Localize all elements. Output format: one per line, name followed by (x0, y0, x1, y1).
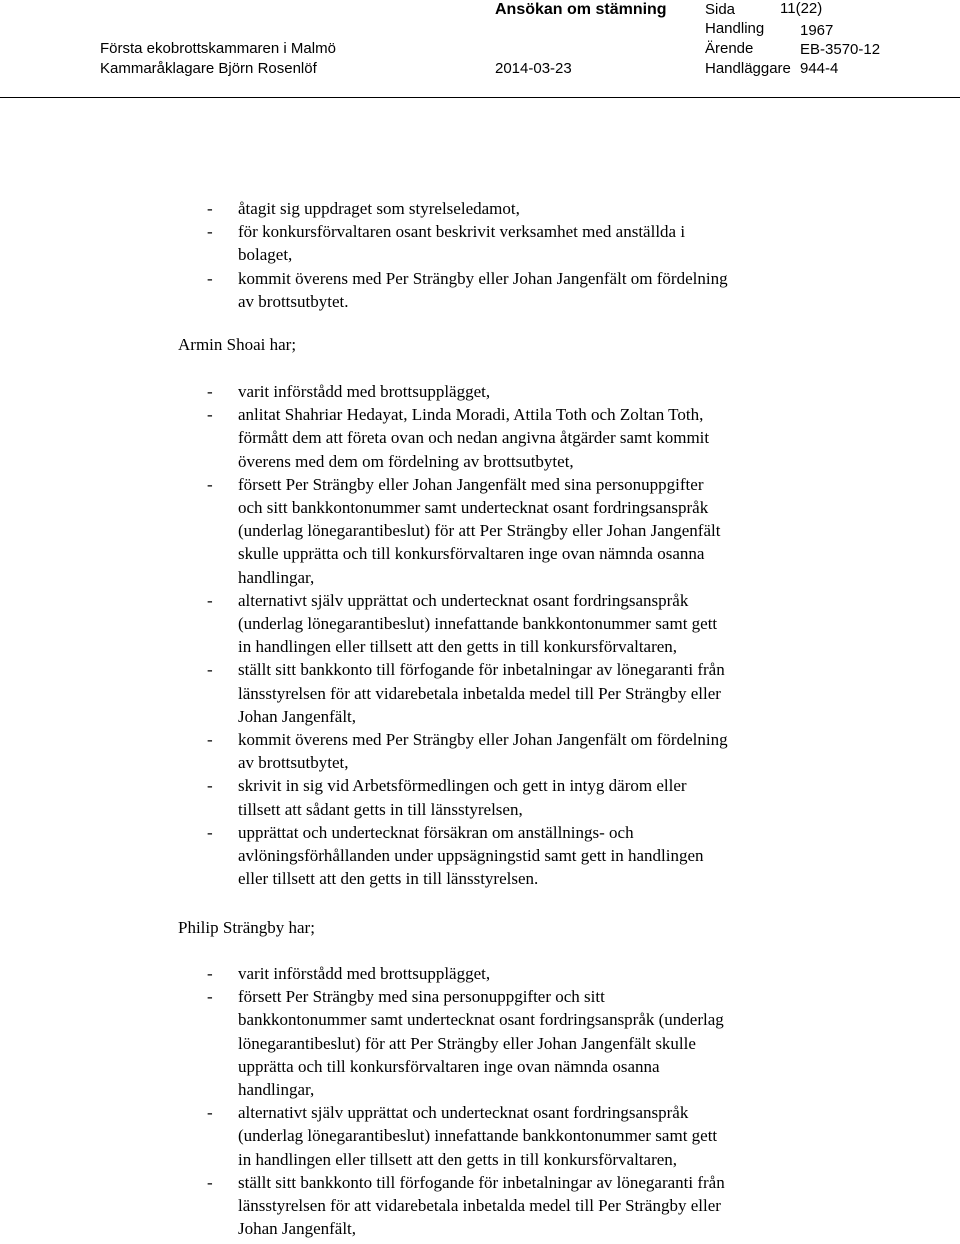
document-date: 2014-03-23 (495, 60, 572, 77)
page-number: 11(22) (780, 0, 823, 17)
list-bullet: - (207, 964, 213, 983)
handling-value: 1967 (800, 22, 834, 39)
list-item-line: eller tillsett att den getts in till länsstyrelsen. (238, 869, 539, 889)
list-item-line: in handlingen eller tillsett att den getts in till konkursförvaltaren, (238, 637, 678, 657)
list-item-line: lönegarantibeslut) för att Per Strängby eller Johan Jangenfält skulle (238, 1033, 696, 1053)
list-item-line: bolaget, (238, 245, 293, 265)
list-bullet: - (207, 730, 213, 749)
list-bullet: - (207, 1172, 213, 1192)
list-item-line: bankkontonummer samt undertecknat osant fordringsanspråk (underlag (238, 1010, 724, 1030)
list-item-line: försett Per Strängby eller Johan Jangenfält med sina personuppgifter (238, 474, 704, 494)
list-bullet: - (207, 474, 213, 494)
handlaggare-label: Handläggare (705, 60, 791, 77)
page-header (0, 0, 960, 98)
list-item-line: av brottsutbytet, (238, 753, 349, 773)
arende-value: EB-3570-12 (800, 41, 881, 58)
list-bullet: - (207, 405, 213, 425)
list-bullet: - (207, 222, 213, 242)
list-item-line: av brottsutbytet. (238, 291, 349, 311)
list-bullet: - (207, 1103, 213, 1123)
list-item-line: alternativt själv upprättat och undertecknat osant fordringsanspråk (238, 1103, 689, 1123)
list-item-line: och sitt bankkontonummer samt undertecknat osant fordringsanspråk (238, 498, 709, 517)
list-item-line: in handlingen eller tillsett att den getts in till konkursförvaltaren, (238, 1149, 678, 1169)
list-bullet: - (207, 382, 213, 401)
list-item-line: skrivit in sig vid Arbetsförmedlingen och gett in intyg därom eller (238, 776, 687, 796)
list-bullet: - (207, 987, 213, 1007)
list-item-line: överens med dem om fördelning av brottsutbytet, (238, 451, 574, 471)
list-item-line: avlöningsförhållanden under uppsägningstid samt gett in handlingen (238, 846, 704, 865)
list-item-line: förmått dem att företa ovan och nedan angivna åtgärder samt kommit (238, 428, 710, 448)
list-item-line: ställt sitt bankkonto till förfogande för inbetalningar av lönegaranti från (238, 660, 725, 680)
list-item-line: anlitat Shahriar Hedayat, Linda Moradi, Attila Toth och Zoltan Toth, (238, 405, 704, 425)
document-title: Ansökan om stämning (495, 1, 667, 18)
list-item-line: för konkursförvaltaren osant beskrivit verksamhet med anställda i (238, 222, 686, 242)
list-item-line: upprättat och undertecknat försäkran om anställnings- och (238, 822, 634, 842)
list-bullet: - (207, 660, 213, 680)
handlaggare-value: 944-4 (800, 60, 839, 77)
list-item-line: ställt sitt bankkonto till förfogande för inbetalningar av lönegaranti från (238, 1172, 725, 1192)
section-heading: Armin Shoai har; (178, 335, 297, 354)
list-bullet: - (207, 268, 213, 288)
arende-label: Ärende (705, 40, 754, 57)
list-item-line: varit införstådd med brottsupplägget, (238, 382, 491, 401)
list-item-line: kommit överens med Per Strängby eller Johan Jangenfält om fördelning (238, 268, 728, 288)
list-item-line: tillsett att sådant getts in till länsstyrelsen, (238, 799, 523, 819)
section-heading: Philip Strängby har; (178, 918, 315, 937)
list-bullet: - (207, 776, 213, 796)
list-item-line: försett Per Strängby med sina personuppgifter och sitt (238, 987, 605, 1007)
list-item-line: åtagit sig uppdraget som styrelseledamot, (238, 199, 520, 218)
list-item-line: länsstyrelsen för att vidarebetala inbetalda medel till Per Strängby eller (238, 1196, 721, 1215)
page-label: Sida (705, 1, 736, 18)
header-divider (0, 97, 960, 98)
list-item-line: Johan Jangenfält, (238, 706, 357, 726)
list-item-line: kommit överens med Per Strängby eller Johan Jangenfält om fördelning (238, 730, 728, 749)
list-item-line: upprätta och till konkursförvaltaren inge ovan nämnda osanna (238, 1056, 660, 1076)
list-item-line: varit införstådd med brottsupplägget, (238, 964, 491, 983)
handling-label: Handling (705, 20, 765, 37)
organization-name: Första ekobrottskammaren i Malmö (100, 40, 336, 57)
list-item-line: (underlag lönegarantibeslut) innefattande bankkontonummer samt gett (238, 614, 718, 633)
list-item-line: skulle upprätta och till konkursförvaltaren inge ovan nämnda osanna (238, 544, 705, 564)
list-item-line: (underlag lönegarantibeslut) för att Per Strängby eller Johan Jangenfält (238, 521, 721, 541)
list-item-line: Johan Jangenfält, (238, 1219, 357, 1239)
list-item-line: (underlag lönegarantibeslut) innefattande bankkontonummer samt gett (238, 1126, 718, 1146)
prosecutor-name: Kammaråklagare Björn Rosenlöf (100, 60, 317, 77)
list-item-line: handlingar, (238, 567, 315, 587)
list-item-line: länsstyrelsen för att vidarebetala inbetalda medel till Per Strängby eller (238, 683, 721, 703)
list-item-line: alternativt själv upprättat och undertecknat osant fordringsanspråk (238, 590, 689, 610)
list-item-line: handlingar, (238, 1080, 315, 1099)
list-bullet: - (207, 590, 213, 610)
list-bullet: - (207, 199, 213, 218)
list-bullet: - (207, 822, 213, 842)
